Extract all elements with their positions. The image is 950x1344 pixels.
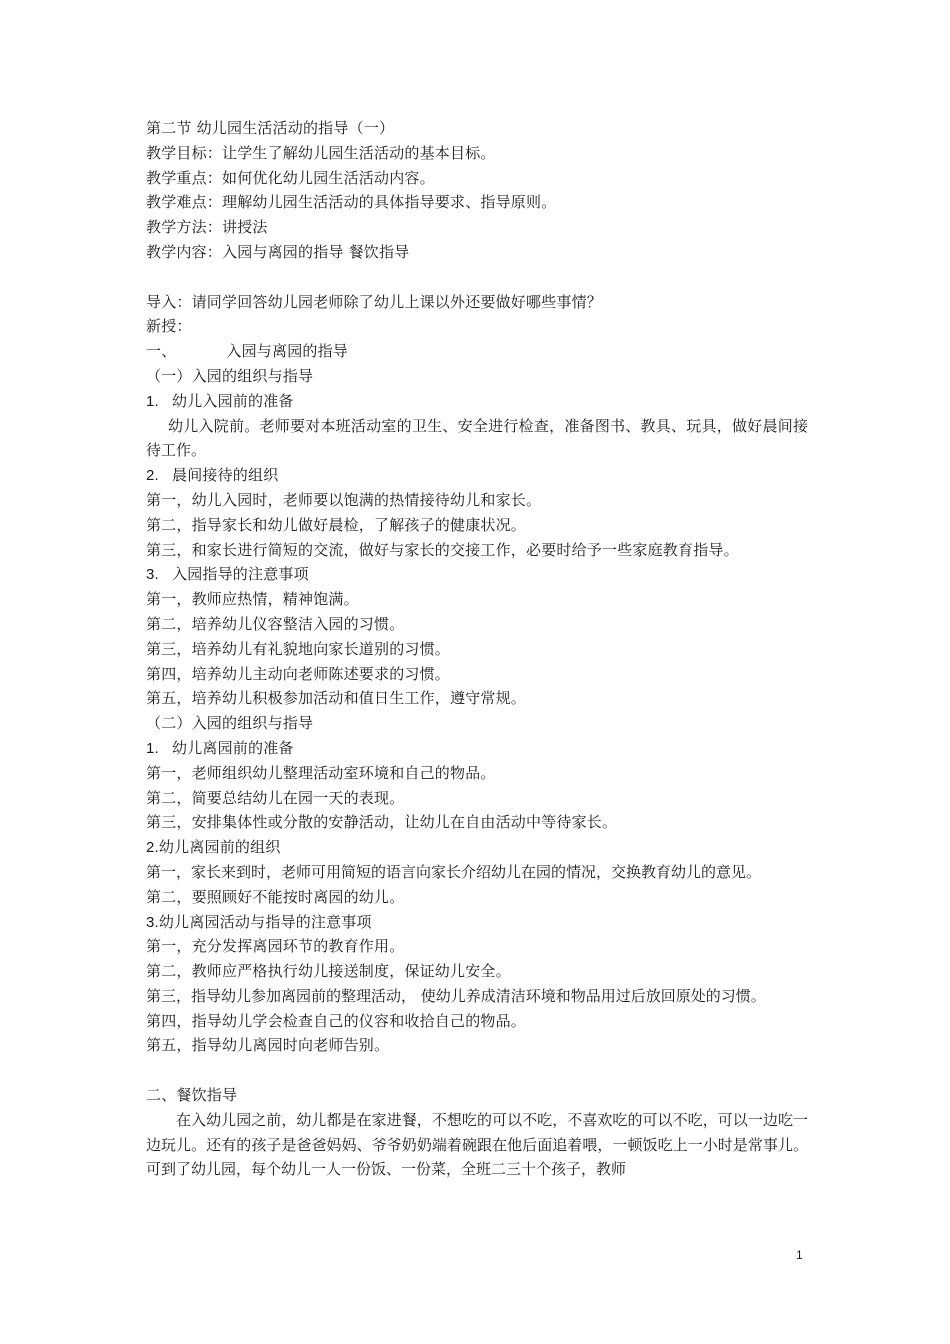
sub1-item1-number: 1. [146, 392, 159, 410]
sub2-item3-line: 第三，指导幼儿参加离园前的整理活动， 使幼儿养成清洁环境和物品用过后放回原处的习惯。 [146, 986, 766, 1005]
teaching-difficulty: 教学难点：理解幼儿园生活活动的具体指导要求、指导原则。 [146, 193, 557, 212]
sub2-item1-number: 1. [146, 739, 159, 757]
sub1-item3-line: 第四，培养幼儿主动向老师陈述要求的习惯。 [146, 664, 451, 683]
sub1-item1-heading [146, 389, 808, 414]
section2-paragraph: 在入幼儿园之前，幼儿都是在家进餐，不想吃的可以不吃，不喜欢吃的可以不吃，可以一边吃一边玩儿。还有的孩子是爸爸妈妈、爷爷奶奶端着碗跟在他后面追着喂，一顿饭吃上一小时是常事儿。可到了幼儿园，每个幼儿一人一份饭、一份菜，全班二三十个孩子，教师 [146, 1110, 808, 1179]
section1-number: 一、 [146, 342, 177, 361]
sub2-heading: （二）入园的组织与指导 [146, 714, 314, 733]
sub1-item3-line: 第三，培养幼儿有礼貌地向家长道别的习惯。 [146, 639, 451, 658]
intro-question: 导入：请同学回答幼儿园老师除了幼儿上课以外还要做好哪些事情？ [146, 292, 603, 311]
sub2-item2-number: 2. [146, 839, 159, 857]
sub1-item3-heading [146, 562, 808, 587]
sub1-item2-heading [146, 463, 808, 488]
sub2-item3-line: 第一，充分发挥离园环节的教育作用。 [146, 937, 405, 956]
blank-line [146, 265, 808, 290]
sub1-item1-title: 幼儿入园前的准备 [172, 391, 294, 410]
sub2-item2-heading [146, 835, 808, 860]
sub2-item3-line: 第四，指导幼儿学会检查自己的仪容和收拾自己的物品。 [146, 1011, 527, 1030]
teaching-method: 教学方法：讲授法 [146, 218, 268, 237]
section1-title: 入园与离园的指导 [226, 342, 349, 361]
sub1-item3-line: 第五，培养幼儿积极参加活动和值日生工作，遵守常规。 [146, 689, 527, 708]
sub2-item1-line: 第二，简要总结幼儿在园一天的表现。 [146, 788, 405, 807]
teaching-goal: 教学目标：让学生了解幼儿园生活活动的基本目标。 [146, 143, 496, 162]
sub2-item2-line: 第一，家长来到时，老师可用简短的语言向家长介绍幼儿在园的情况，交换教育幼儿的意见。 [146, 862, 762, 881]
document-body [146, 116, 808, 1182]
section2-heading: 二、餐饮指导 [146, 1086, 238, 1105]
sub1-item3-number: 3. [146, 566, 159, 584]
teaching-content: 教学内容：入园与离园的指导 餐饮指导 [146, 242, 410, 261]
sub2-item1-heading [146, 736, 808, 761]
sub1-item2-line: 第一，幼儿入园时，老师要以饱满的热情接待幼儿和家长。 [146, 490, 542, 509]
section1-heading [146, 339, 808, 364]
page-number: 1 [796, 1248, 803, 1262]
sub1-item3-line: 第一，教师应热情，精神饱满。 [146, 590, 359, 609]
sub2-item3-line: 第五，指导幼儿离园时向老师告别。 [146, 1036, 390, 1055]
sub1-item2-number: 2. [146, 467, 159, 485]
sub2-item2-title: 幼儿离园前的组织 [158, 838, 281, 857]
sub2-item3-line: 第二，教师应严格执行幼儿接送制度，保证幼儿安全。 [146, 962, 511, 981]
sub1-item1-paragraph: 幼儿入院前。老师要对本班活动室的卫生、安全进行检查，准备图书、教具、玩具，做好晨间接待工作。 [146, 416, 808, 460]
sub2-item3-heading [146, 910, 808, 935]
sub1-heading: （一）入园的组织与指导 [146, 366, 314, 385]
sub1-item2-line: 第三，和家长进行简短的交流，做好与家长的交接工作，必要时给予一些家庭教育指导。 [146, 540, 739, 559]
sub2-item1-line: 第三，安排集体性或分散的安静活动，让幼儿在自由活动中等待家长。 [146, 813, 618, 832]
sub1-item3-title: 入园指导的注意事项 [172, 565, 309, 584]
new-lesson-label: 新授： [146, 317, 192, 336]
sub1-item2-line: 第二，指导家长和幼儿做好晨检，了解孩子的健康状况。 [146, 515, 527, 534]
lesson-title: 第二节 幼儿园生活活动的指导（一） [146, 119, 395, 137]
teaching-focus: 教学重点：如何优化幼儿园生活活动内容。 [146, 168, 435, 187]
sub2-item1-line: 第一，老师组织幼儿整理活动室环境和自己的物品。 [146, 763, 496, 782]
sub1-item3-line: 第二，培养幼儿仪容整洁入园的习惯。 [146, 614, 405, 633]
blank-line [146, 1058, 808, 1083]
sub2-item1-title: 幼儿离园前的准备 [172, 738, 294, 757]
sub2-item3-title: 幼儿离园活动与指导的注意事项 [158, 912, 372, 931]
sub2-item2-line: 第二，要照顾好不能按时离园的幼儿。 [146, 887, 405, 906]
sub1-item2-title: 晨间接待的组织 [172, 466, 279, 485]
sub2-item3-number: 3. [146, 913, 159, 931]
